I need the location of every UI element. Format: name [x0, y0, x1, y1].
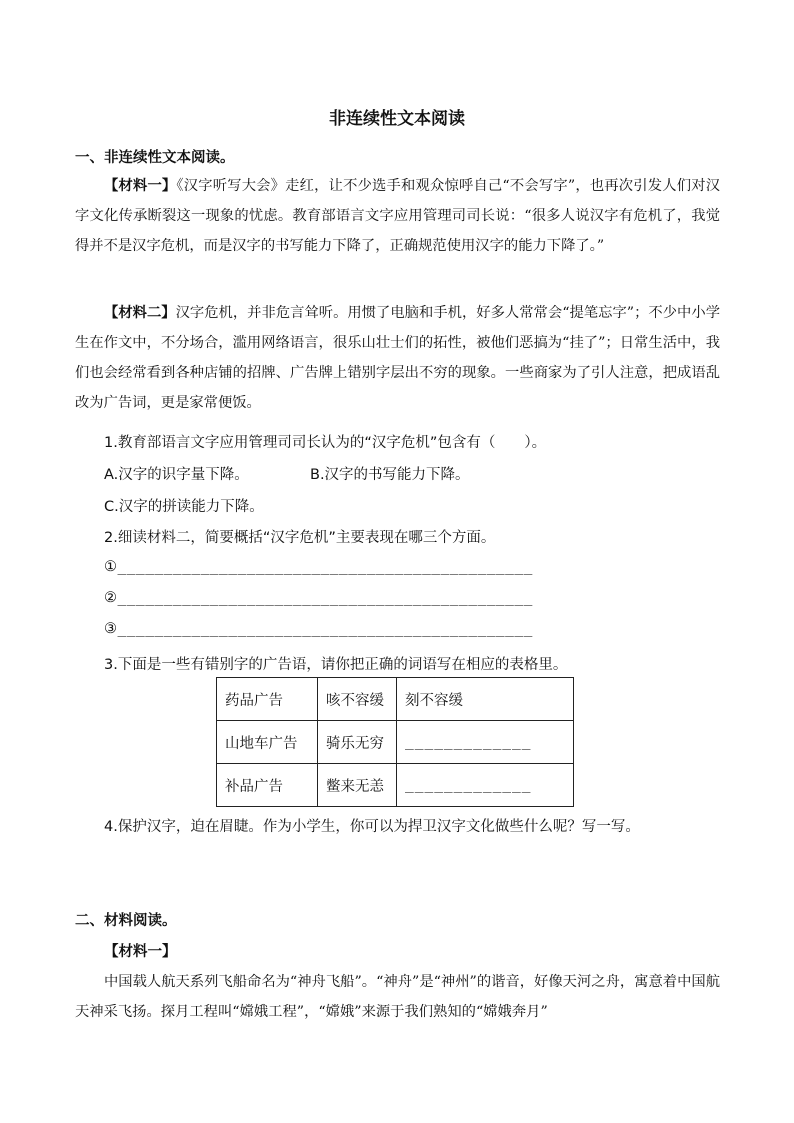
table-cell-answer-blank[interactable]: _____________	[397, 721, 574, 764]
material1-label: 【材料一】	[104, 178, 177, 194]
question-1-option-c: C.汉字的拼读能力下降。	[104, 499, 264, 515]
question-1-option-a: A.汉字的识字量下降。	[104, 467, 249, 483]
table-row	[217, 678, 574, 721]
table-cell-wrong-word: 鳖来无恙	[318, 764, 397, 807]
table-row	[217, 721, 574, 764]
ad-correction-table	[216, 677, 574, 807]
question-3-stem: 3.下面是一些有错别字的广告语，请你把正确的词语写在相应的表格里。	[104, 657, 568, 673]
material1-text: 《汉字听写大会》走红，让不少选手和观众惊呼自己“不会写字”，也再次引发人们对汉字文化传承断裂这一现象的忧虑。教育部语言文字应用管理司司长说：“很多人说汉字有危机了，我觉得并不是汉字危机，而是汉字的书写能力下降了，正确规范使用汉字的能力下降了。”	[75, 178, 720, 254]
section2-material1-label: 【材料一】	[104, 944, 177, 960]
section2-paragraph: 中国载人航天系列飞船命名为“神舟飞船”。“神舟”是“神州”的谐音，好像天河之舟，寓意着中国航天神采飞扬。探月工程叫“嫦娥工程”，“嫦娥”来源于我们熟知的“嫦娥奔月”	[75, 974, 720, 1020]
table-cell-answer-blank[interactable]: _____________	[397, 764, 574, 807]
question-1-stem: 1.教育部语言文字应用管理司司长认为的“汉字危机”包含有（ ）。	[104, 435, 547, 451]
question-2-stem: 2.细读材料二，简要概括“汉字危机”主要表现在哪三个方面。	[104, 530, 496, 546]
material2-label: 【材料二】	[104, 305, 176, 321]
material2-paragraph	[75, 298, 720, 418]
question-4-stem: 4.保护汉字，迫在眉睫。作为小学生，你可以为捍卫汉字文化做些什么呢？写一写。	[104, 819, 640, 835]
question-1-option-b: B.汉字的书写能力下降。	[310, 467, 470, 483]
answer-blank-3[interactable]: ③_____________________________________________	[104, 621, 533, 637]
table-cell-wrong-word: 骑乐无穷	[318, 721, 397, 764]
table-cell-category: 药品广告	[217, 678, 318, 721]
table-cell-correct-word: 刻不容缓	[397, 678, 574, 721]
material2-text: 汉字危机，并非危言耸听。用惯了电脑和手机，好多人常常会“提笔忘字”；不少中小学生在作文中，不分场合，滥用网络语言，很乐山壮士们的拓性，被他们恶搞为“挂了”；日常生活中，我们也会经常看到各种店铺的招牌、广告牌上错别字层出不穷的现象。一些商家为了引人注意，把成语乱改为广告词，更是家常便饭。	[75, 305, 720, 411]
table-cell-category: 补品广告	[217, 764, 318, 807]
section1-heading: 一、非连续性文本阅读。	[75, 150, 235, 166]
table-row	[217, 764, 574, 807]
material1-paragraph	[75, 171, 720, 261]
page-title: 非连续性文本阅读	[329, 109, 465, 129]
answer-blank-1[interactable]: ①_____________________________________________	[104, 559, 533, 575]
answer-blank-2[interactable]: ②_____________________________________________	[104, 590, 533, 606]
table-cell-wrong-word: 咳不容缓	[318, 678, 397, 721]
section2-heading: 二、材料阅读。	[75, 913, 177, 929]
table-cell-category: 山地车广告	[217, 721, 318, 764]
